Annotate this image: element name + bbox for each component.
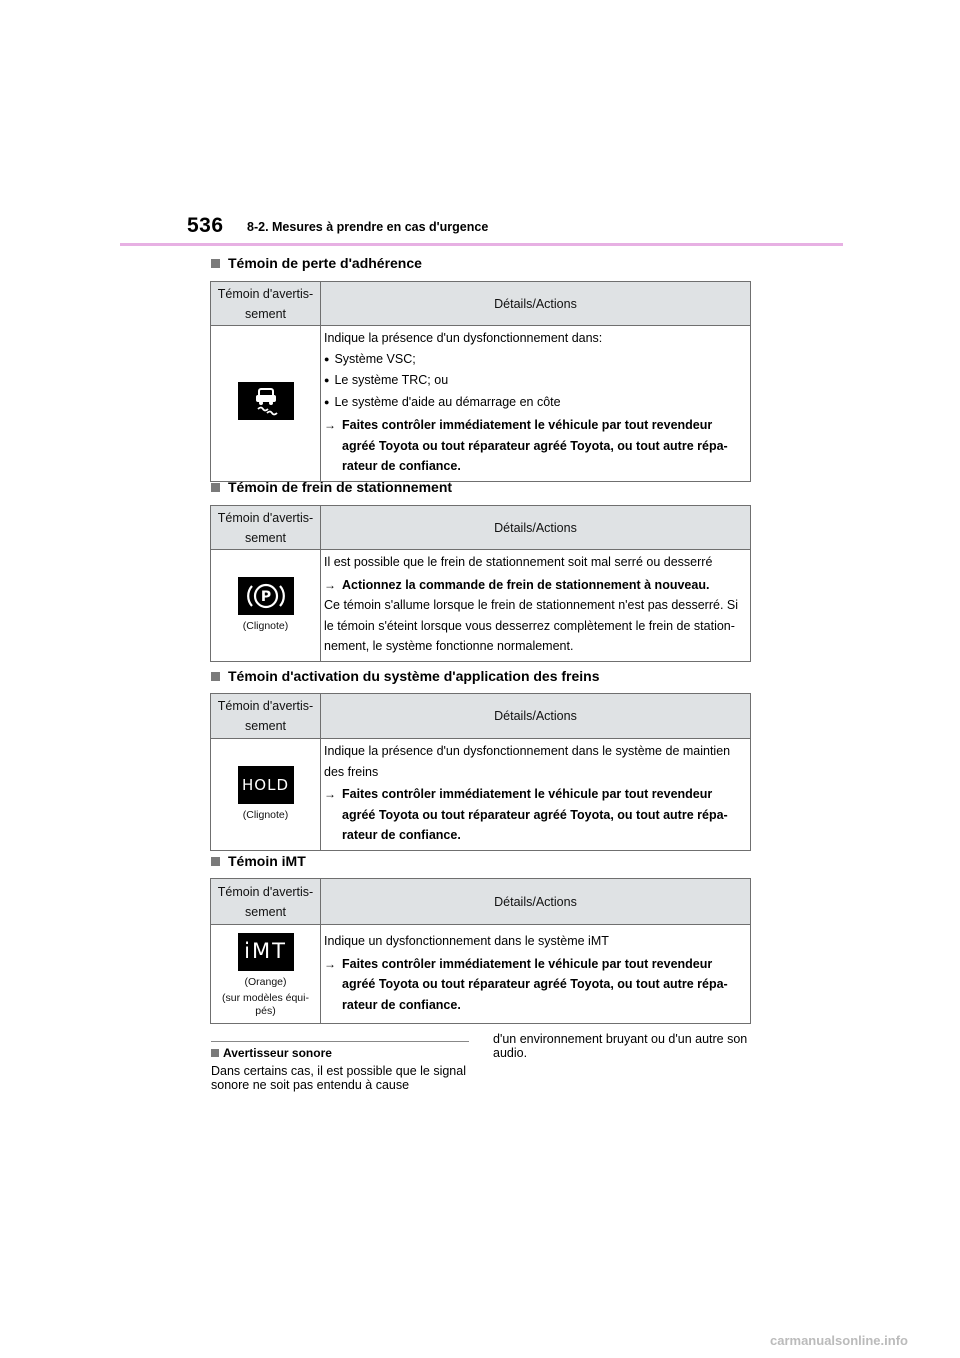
section-title-text: Témoin d'activation du système d'application des freins — [228, 668, 600, 684]
table-header-indicator: Témoin d'avertis- sement — [211, 879, 321, 925]
indicator-caption: (Clignote) — [242, 809, 289, 822]
parking-brake-icon — [238, 577, 294, 615]
warning-table — [210, 505, 751, 662]
square-bullet-icon — [211, 857, 220, 866]
page-number: 536 — [187, 214, 224, 237]
table-header-details: Détails/Actions — [321, 506, 751, 550]
note-text-right: d'un environnement bruyant ou d'un autre son audio. — [493, 1032, 748, 1060]
detail-action: → Faites contrôler immédiatement le véhicule par tout revendeur agréé Toyota ou tout réparateur agréé Toyota, ou tout autre répa-rateur de confiance. — [324, 415, 746, 477]
detail-action: → Faites contrôler immédiatement le véhicule par tout revendeur agréé Toyota ou tout réparateur agréé Toyota, ou tout autre répa-rateur de confiance. — [324, 784, 746, 846]
square-bullet-icon — [211, 259, 220, 268]
detail-action: → Actionnez la commande de frein de stationnement à nouveau. — [324, 575, 746, 596]
square-bullet-icon — [211, 672, 220, 681]
imt-icon: iMT — [238, 933, 294, 971]
detail-intro: Il est possible que le frein de stationnement soit mal serré ou desserré — [324, 555, 713, 569]
section-title — [211, 853, 306, 869]
slip-indicator-icon — [238, 382, 294, 420]
section-title-text: Témoin de perte d'adhérence — [228, 255, 422, 271]
arrow-right-icon: → — [324, 577, 336, 592]
warning-table — [210, 281, 751, 482]
indicator-cell — [211, 925, 321, 1024]
indicator-cell — [211, 550, 321, 662]
section-title-text: Témoin de frein de stationnement — [228, 479, 453, 495]
warning-table — [210, 693, 751, 851]
indicator-cell — [211, 739, 321, 851]
section-title-text: Témoin iMT — [228, 853, 306, 869]
detail-bullet: ● Le système TRC; ou — [324, 370, 746, 392]
indicator-cell — [211, 326, 321, 482]
note-title: Avertisseur sonore — [211, 1046, 332, 1060]
detail-bullet: ● Système VSC; — [324, 349, 746, 371]
details-cell — [321, 739, 751, 851]
detail-intro: Indique un dysfonctionnement dans le système iMT — [324, 934, 609, 948]
warning-table — [210, 878, 751, 1024]
table-header-details: Détails/Actions — [321, 879, 751, 925]
header-rule — [120, 243, 843, 246]
table-header-details: Détails/Actions — [321, 282, 751, 326]
detail-intro: Indique la présence d'un dysfonctionnement dans le système de maintien des freins — [324, 744, 731, 779]
note-text-left: Dans certains cas, il est possible que le signal sonore ne soit pas entendu à cause — [211, 1064, 466, 1092]
note-divider — [211, 1041, 469, 1042]
svg-text:P: P — [260, 589, 271, 606]
detail-intro: Indique la présence d'un dysfonctionnement dans: — [324, 331, 603, 345]
indicator-caption: (Orange) — [244, 975, 287, 988]
section-title — [211, 668, 600, 684]
section-title — [211, 255, 422, 271]
square-bullet-icon — [211, 1049, 219, 1057]
hold-icon: HOLD — [238, 766, 294, 804]
table-header-indicator: Témoin d'avertis- sement — [211, 282, 321, 326]
table-header-details: Détails/Actions — [321, 694, 751, 739]
chapter-title: 8-2. Mesures à prendre en cas d'urgence — [247, 220, 489, 234]
detail-bullet: ● Le système d'aide au démarrage en côte — [324, 392, 746, 414]
section-title — [211, 479, 452, 495]
detail-after: Ce témoin s'allume lorsque le frein de stationnement n'est pas desserré. Si le témoin s'éteint lorsque vous desserrez complètement le frein de station-nement, le système fonctionne normalement. — [324, 598, 739, 653]
square-bullet-icon — [211, 483, 220, 492]
arrow-right-icon: → — [324, 418, 336, 432]
detail-action: → Faites contrôler immédiatement le véhicule par tout revendeur agréé Toyota ou tout réparateur agréé Toyota, ou tout autre répa-rateur de confiance. — [324, 954, 746, 1016]
indicator-caption: (sur modèles équi-pés) — [222, 991, 309, 1017]
arrow-right-icon: → — [324, 956, 336, 971]
details-cell — [321, 550, 751, 662]
table-header-indicator: Témoin d'avertis- sement — [211, 506, 321, 550]
arrow-right-icon: → — [324, 787, 336, 801]
table-header-indicator: Témoin d'avertis- sement — [211, 694, 321, 739]
watermark: carmanualsonline.info — [770, 1333, 908, 1348]
indicator-caption: (Clignote) — [242, 620, 289, 633]
details-cell — [321, 925, 751, 1024]
details-cell — [321, 326, 751, 482]
